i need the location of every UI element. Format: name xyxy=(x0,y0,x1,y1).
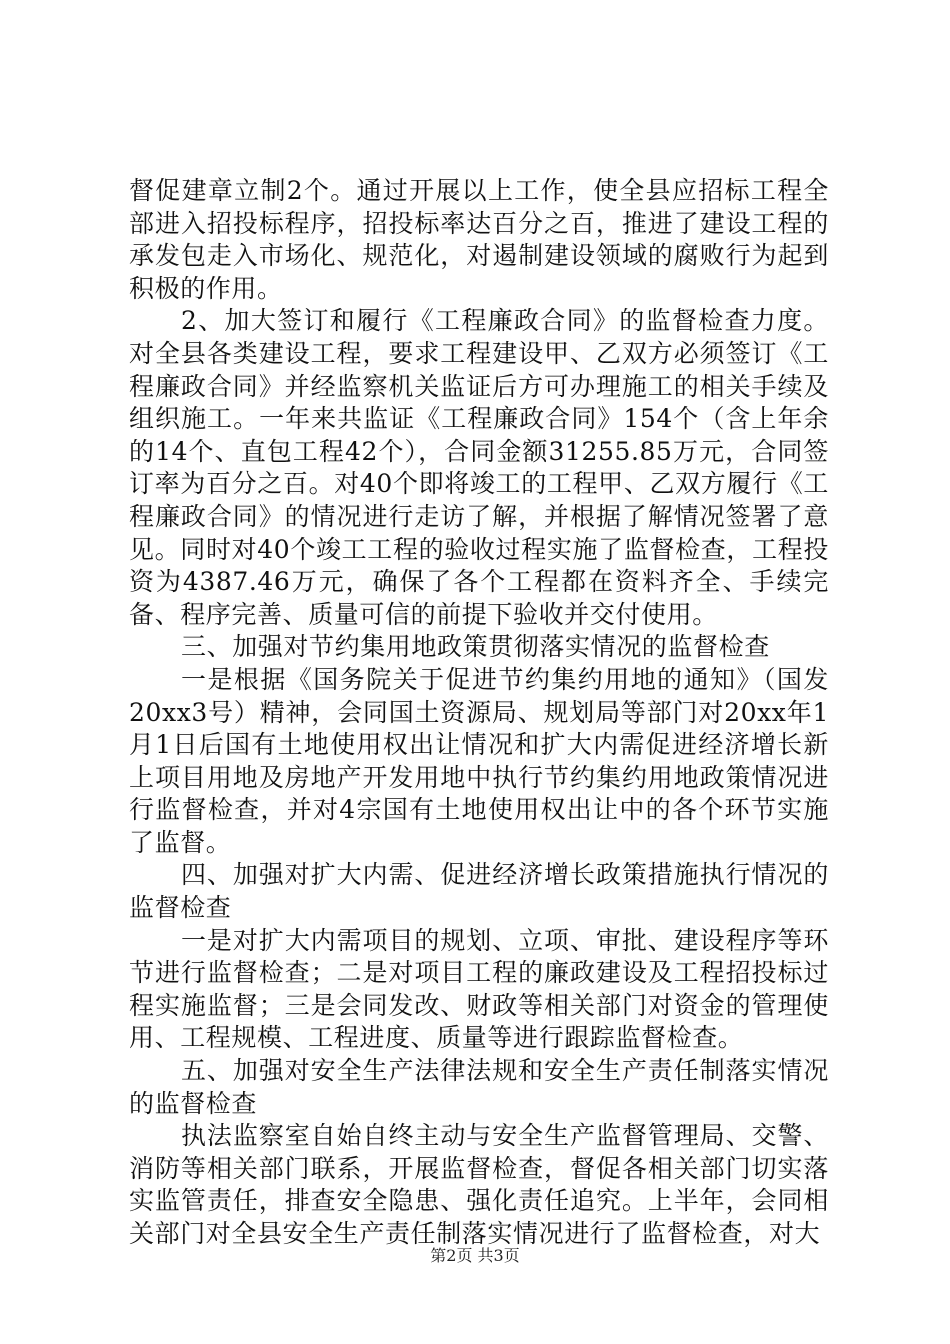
paragraph-1: 督促建章立制2个。通过开展以上工作，使全县应招标工程全部进入招投标程序，招投标率达百分之百，推进了建设工程的承发包走入市场化、规范化，对遏制建设领域的腐败行为起到积极的作用。 xyxy=(129,176,829,303)
paragraph-8: 执法监察室自始自终主动与安全生产监督管理局、交警、消防等相关部门联系，开展监督检查，督促各相关部门切实落实监管责任，排查安全隐患、强化责任追究。上半年，会同相关部门对全县安全生产责任制落实情况进行了监督检查，对大 xyxy=(129,1121,829,1248)
section-heading-5: 五、加强对安全生产法律法规和安全生产责任制落实情况的监督检查 xyxy=(129,1056,829,1118)
page-footer: 第2页 共3页 xyxy=(430,1246,520,1265)
section-heading-3: 三、加强对节约集用地政策贯彻落实情况的监督检查 xyxy=(181,632,770,662)
document-body xyxy=(129,175,829,1251)
section-heading-4: 四、加强对扩大内需、促进经济增长政策措施执行情况的监督检查 xyxy=(129,860,829,923)
paragraph-4: 一是根据《国务院关于促进节约集约用地的通知》（国发20xx3号）精神，会同国土资源局、规划局等部门对20xx年1月1日后国有土地使用权出让情况和扩大内需促进经济增长新上项目用地及房地产开发用地中执行节约集约用地政策情况进行监督检查，并对4宗国有土地使用权出让中的各个环节实施了监督。 xyxy=(129,664,829,857)
paragraph-6: 一是对扩大内需项目的规划、立项、审批、建设程序等环节进行监督检查；二是对项目工程的廉政建设及工程招投标过程实施监督；三是会同发改、财政等相关部门对资金的管理使用、工程规模、工程进度、质量等进行跟踪监督检查。 xyxy=(129,925,829,1053)
paragraph-2: 2、加大签订和履行《工程廉政合同》的监督检查力度。对全县各类建设工程，要求工程建设甲、乙双方必须签订《工程廉政合同》并经监察机关监证后方可办理施工的相关手续及组织施工。一年来共监证《工程廉政合同》154个（含上年余的14个、直包工程42个），合同金额31255.85万元，合同签订率为百分之百。对40个即将竣工的工程甲、乙双方履行《工程廉政合同》的情况进行走访了解，并根据了解情况签署了意见。同时对40个竣工工程的验收过程实施了监督检查，工程投资为4387.46万元，确保了各个工程都在资料齐全、手续完备、程序完善、质量可信的前提下验收并交付使用。 xyxy=(129,306,829,629)
